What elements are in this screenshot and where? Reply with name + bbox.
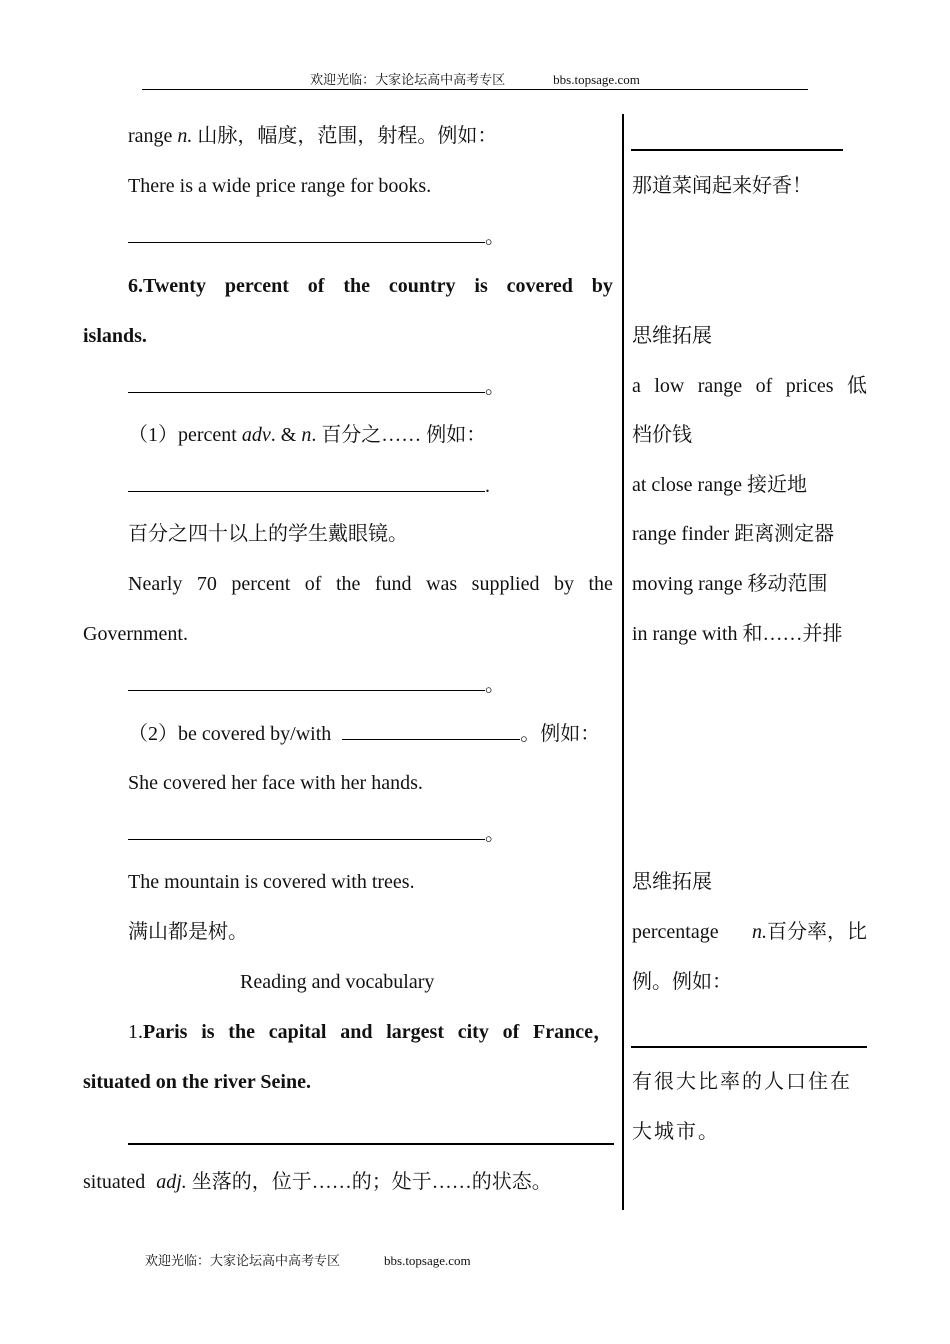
- column-divider: [622, 114, 624, 1210]
- reading1-word: Paris: [143, 1021, 188, 1043]
- percent-pos-adv: adv: [241, 424, 271, 446]
- moving-range: moving range 移动范围: [632, 573, 828, 595]
- range-word: range: [128, 125, 173, 147]
- mountain-example: The mountain is covered with trees.: [128, 871, 415, 893]
- answer-line-5: [128, 821, 505, 846]
- percentage-pos: n.: [752, 921, 767, 943]
- face-example: She covered her face with her hands.: [128, 772, 423, 794]
- page-header: [142, 72, 808, 90]
- low-range-word: prices: [785, 375, 834, 397]
- ext-title-2: 思维拓展: [632, 871, 712, 893]
- low-range-line2: 档价钱: [632, 424, 692, 446]
- blank-5-end: 。: [485, 823, 505, 845]
- reading1-word: the: [228, 1021, 255, 1043]
- fund-line1: [128, 572, 613, 596]
- blank-3-end: .: [485, 475, 490, 497]
- fund-word: supplied: [471, 573, 540, 595]
- low-range-word: of: [755, 375, 773, 397]
- ext-title-1: 思维拓展: [632, 325, 712, 347]
- footer-site-name: 欢迎光临：大家论坛高中高考专区: [145, 1253, 341, 1268]
- dish-cn: 那道菜闻起来好香！: [632, 175, 812, 197]
- big-city-line2: 大城市。: [632, 1121, 720, 1143]
- percentage-line1: [632, 920, 867, 944]
- range-definition: [128, 124, 497, 148]
- low-range-line1: [632, 374, 867, 398]
- blank-1-end: 。: [485, 226, 505, 248]
- item6-word: is: [474, 275, 488, 297]
- item6-word: covered: [506, 275, 573, 297]
- situated-definition: [83, 1170, 552, 1194]
- right-answer-line-1[interactable]: [631, 149, 843, 151]
- item6-number: 6.: [128, 275, 143, 297]
- answer-line-4: [128, 672, 505, 697]
- fund-word: was: [426, 573, 458, 595]
- low-range-word: a: [632, 375, 641, 397]
- item6-word: country: [388, 275, 456, 297]
- percentage-line2: 例。例如：: [632, 971, 732, 993]
- reading1-line1: [128, 1020, 613, 1044]
- reading1-word: and: [340, 1021, 373, 1043]
- blank-4-end: 。: [485, 674, 505, 696]
- low-range-word: low: [654, 375, 685, 397]
- reading1-word: is: [201, 1021, 215, 1043]
- item6-word: Twenty: [143, 275, 206, 297]
- blank-3[interactable]: [128, 473, 485, 492]
- blank-5[interactable]: [128, 821, 485, 840]
- answer-line-1: [128, 224, 505, 249]
- item6-word: by: [591, 275, 613, 297]
- reading1-word: capital: [268, 1021, 327, 1043]
- fund-line2: Government.: [83, 623, 188, 645]
- item6-word: of: [307, 275, 325, 297]
- reading1-line2: situated on the river Seine.: [83, 1071, 311, 1093]
- low-range-word: 低: [846, 375, 867, 397]
- answer-line-2: [128, 374, 505, 399]
- percentage-word: percentage: [632, 921, 719, 943]
- fund-word: Nearly: [128, 573, 183, 595]
- low-range-word: range: [697, 375, 743, 397]
- reading1-word: largest: [386, 1021, 444, 1043]
- reading1-word: France，: [533, 1021, 613, 1043]
- section-title: Reading and vocabulary: [240, 971, 435, 993]
- close-range: at close range 接近地: [632, 474, 807, 496]
- percent-pos-n: n: [301, 424, 312, 446]
- blank-4[interactable]: [128, 672, 485, 691]
- right-answer-line-2[interactable]: [631, 1046, 867, 1048]
- answer-line-3: [128, 473, 490, 498]
- fund-word: percent: [231, 573, 291, 595]
- reading1-word: of: [502, 1021, 520, 1043]
- answer-line-6[interactable]: [128, 1143, 614, 1145]
- cn-sentence-glasses: 百分之四十以上的学生戴眼镜。: [128, 523, 408, 545]
- situated-def: 坐落的，位于……的；处于……的状态。: [191, 1171, 552, 1193]
- blank-covered[interactable]: [342, 721, 520, 740]
- item6-line1: [128, 274, 613, 298]
- footer-url: bbs.topsage.com: [384, 1253, 471, 1268]
- blank-2[interactable]: [128, 374, 485, 393]
- situated-word: situated: [83, 1171, 146, 1193]
- reading1-word: city: [457, 1021, 489, 1043]
- blank-1[interactable]: [128, 224, 485, 243]
- percent-head: （1）percent: [128, 424, 237, 446]
- fund-word: the: [335, 573, 361, 595]
- item6-line2: islands.: [83, 325, 147, 347]
- range-finder: range finder 距离测定器: [632, 523, 835, 545]
- percent-definition: [128, 423, 486, 447]
- percent-def: . 百分之…… 例如：: [311, 424, 487, 446]
- range-example: There is a wide price range for books.: [128, 175, 432, 197]
- in-range: in range with 和……并排: [632, 623, 843, 645]
- fund-word: by: [553, 573, 574, 595]
- header-site-name: 欢迎光临：大家论坛高中高考专区: [310, 72, 506, 87]
- mountain-cn: 满山都是树。: [128, 921, 248, 943]
- covered-tail: 。例如：: [520, 723, 601, 745]
- situated-pos: adj.: [156, 1171, 187, 1193]
- covered-head: （2）be covered by/with: [128, 723, 332, 745]
- range-def: 山脉，幅度，范围，射程。例如：: [197, 125, 498, 147]
- reading1-number: 1.: [128, 1021, 143, 1043]
- header-url: bbs.topsage.com: [553, 72, 640, 87]
- item6-word: percent: [224, 275, 289, 297]
- page-footer: [145, 1250, 471, 1269]
- item6-word: the: [343, 275, 370, 297]
- fund-word: the: [588, 573, 613, 595]
- covered-definition: [128, 721, 600, 746]
- percent-amp: . &: [270, 424, 297, 446]
- big-city-line1: 有很大比率的人口住在: [632, 1071, 852, 1093]
- percentage-def: 百分率，比: [767, 921, 867, 943]
- fund-word: of: [304, 573, 322, 595]
- fund-word: 70: [196, 573, 217, 595]
- range-pos: n.: [177, 125, 193, 147]
- blank-2-end: 。: [485, 376, 505, 398]
- fund-word: fund: [374, 573, 412, 595]
